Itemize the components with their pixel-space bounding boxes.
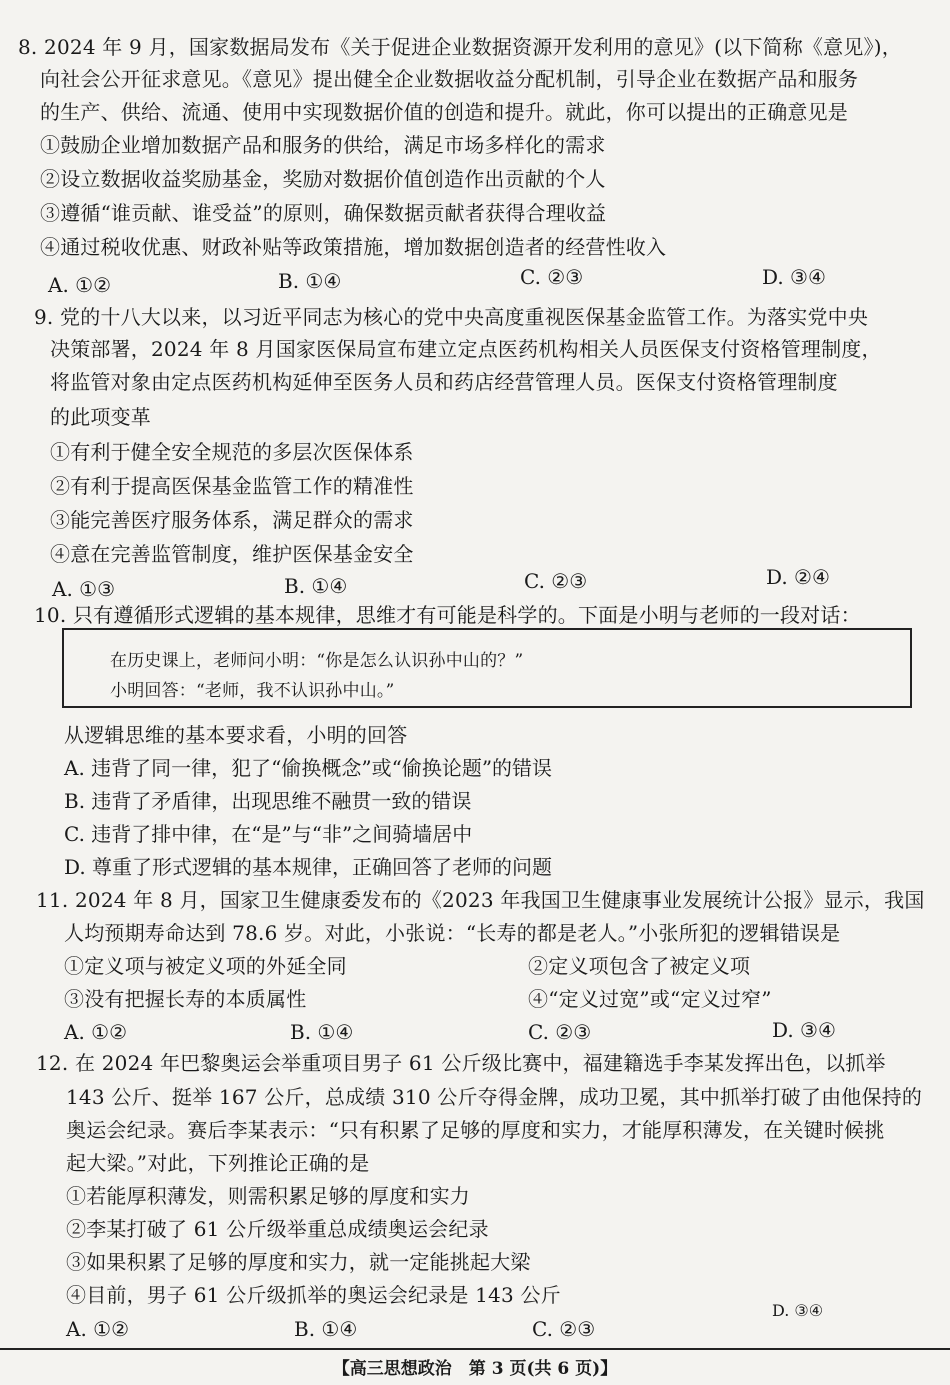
q8-option-c[interactable]: C. ②③ — [520, 265, 584, 289]
q8-line-3: 的生产、供给、流通、使用中实现数据价值的创造和提升。就此，你可以提出的正确意见是 — [40, 100, 848, 124]
q12-option-d[interactable]: D. ③④ — [772, 1301, 824, 1320]
q9-option-a[interactable]: A. ①③ — [52, 577, 116, 601]
q10-option-d[interactable]: D. 尊重了形式逻辑的基本规律，正确回答了老师的问题 — [64, 855, 553, 879]
q10-option-a[interactable]: A. 违背了同一律，犯了“偷换概念”或“偷换论题”的错误 — [64, 756, 553, 780]
q8-option-a[interactable]: A. ①② — [48, 273, 112, 297]
q12-item-4: ④目前，男子 61 公斤级抓举的奥运会纪录是 143 公斤 — [66, 1283, 561, 1307]
q10-line-1: 10. 只有遵循形式逻辑的基本规律，思维才有可能是科学的。下面是小明与老师的一段对话： — [34, 603, 861, 627]
q9-line-2: 决策部署，2024 年 8 月国家医保局宣布建立定点医药机构相关人员医保支付资格管理制度， — [50, 337, 882, 361]
q10-option-b[interactable]: B. 违背了矛盾律，出现思维不融贯一致的错误 — [64, 789, 472, 813]
q12-item-3: ③如果积累了足够的厚度和实力，就一定能挑起大梁 — [66, 1250, 531, 1274]
q9-line-4: 的此项变革 — [50, 405, 151, 429]
q11-item-4: ④“定义过宽”或“定义过窄” — [528, 987, 772, 1011]
q11-option-c[interactable]: C. ②③ — [528, 1020, 592, 1044]
page-footer: 【高三思想政治 第 3 页(共 6 页)】 — [332, 1359, 618, 1379]
q8-option-d[interactable]: D. ③④ — [762, 265, 826, 289]
dialog-line-2: 小明回答：“老师，我不认识孙中山。” — [110, 681, 395, 701]
q10-stem: 从逻辑思维的基本要求看，小明的回答 — [64, 723, 408, 747]
dialog-box — [62, 628, 912, 708]
q8-option-b[interactable]: B. ①④ — [278, 269, 342, 293]
q12-item-2: ②李某打破了 61 公斤级举重总成绩奥运会纪录 — [66, 1217, 489, 1241]
q10-option-c[interactable]: C. 违背了排中律，在“是”与“非”之间骑墙居中 — [64, 822, 473, 846]
q8-line-1: 8. 2024 年 9 月，国家数据局发布《关于促进企业数据资源开发利用的意见》(以下简称《意见》)， — [18, 35, 902, 59]
q8-item-3: ③遵循“谁贡献、谁受益”的原则，确保数据贡献者获得合理收益 — [40, 201, 607, 225]
q8-item-2: ②设立数据收益奖励基金，奖励对数据价值创造作出贡献的个人 — [40, 167, 606, 191]
q12-option-b[interactable]: B. ①④ — [294, 1317, 358, 1341]
q9-item-4: ④意在完善监管制度，维护医保基金安全 — [50, 542, 414, 566]
dialog-line-1: 在历史课上，老师问小明：“你是怎么认识孙中山的？” — [110, 651, 524, 671]
q12-line-2: 143 公斤、挺举 167 公斤，总成绩 310 公斤夺得金牌，成功卫冕，其中抓举打破了由他保持的 — [66, 1085, 923, 1109]
q9-line-1: 9. 党的十八大以来，以习近平同志为核心的党中央高度重视医保基金监管工作。为落实党中央 — [34, 305, 869, 329]
q8-item-4: ④通过税收优惠、财政补贴等政策措施，增加数据创造者的经营性收入 — [40, 235, 667, 259]
q9-item-1: ①有利于健全安全规范的多层次医保体系 — [50, 440, 414, 464]
q12-line-3: 奥运会纪录。赛后李某表示：“只有积累了足够的厚度和实力，才能厚积薄发，在关键时候挑 — [66, 1118, 885, 1142]
q11-item-3: ③没有把握长寿的本质属性 — [64, 987, 307, 1011]
q11-line-2: 人均预期寿命达到 78.6 岁。对此，小张说：“长寿的都是老人。”小张所犯的逻辑错误是 — [64, 921, 841, 945]
q11-option-b[interactable]: B. ①④ — [290, 1020, 354, 1044]
q11-line-1: 11. 2024 年 8 月，国家卫生健康委发布的《2023 年我国卫生健康事业发展统计公报》显示，我国 — [36, 888, 925, 912]
q8-item-1: ①鼓励企业增加数据产品和服务的供给，满足市场多样化的需求 — [40, 133, 606, 157]
q9-option-c[interactable]: C. ②③ — [524, 569, 588, 593]
footer-divider — [0, 1348, 950, 1350]
q11-item-2: ②定义项包含了被定义项 — [528, 954, 751, 978]
q12-line-4: 起大梁。”对此，下列推论正确的是 — [66, 1151, 370, 1175]
q11-option-d[interactable]: D. ③④ — [772, 1018, 836, 1042]
q9-line-3: 将监管对象由定点医药机构延伸至医务人员和药店经营管理人员。医保支付资格管理制度 — [50, 370, 838, 394]
q11-option-a[interactable]: A. ①② — [64, 1020, 128, 1044]
q9-option-b[interactable]: B. ①④ — [284, 574, 348, 598]
q12-line-1: 12. 在 2024 年巴黎奥运会举重项目男子 61 公斤级比赛中，福建籍选手李某发挥出色，以抓举 — [36, 1051, 886, 1075]
q12-option-a[interactable]: A. ①② — [66, 1317, 130, 1341]
q8-line-2: 向社会公开征求意见。《意见》提出健全企业数据收益分配机制，引导企业在数据产品和服务 — [40, 67, 859, 91]
q9-item-2: ②有利于提高医保基金监管工作的精准性 — [50, 474, 414, 498]
q9-option-d[interactable]: D. ②④ — [766, 565, 830, 589]
q9-item-3: ③能完善医疗服务体系，满足群众的需求 — [50, 508, 414, 532]
q12-option-c[interactable]: C. ②③ — [532, 1317, 596, 1341]
q12-item-1: ①若能厚积薄发，则需积累足够的厚度和实力 — [66, 1184, 470, 1208]
q11-item-1: ①定义项与被定义项的外延全同 — [64, 954, 347, 978]
